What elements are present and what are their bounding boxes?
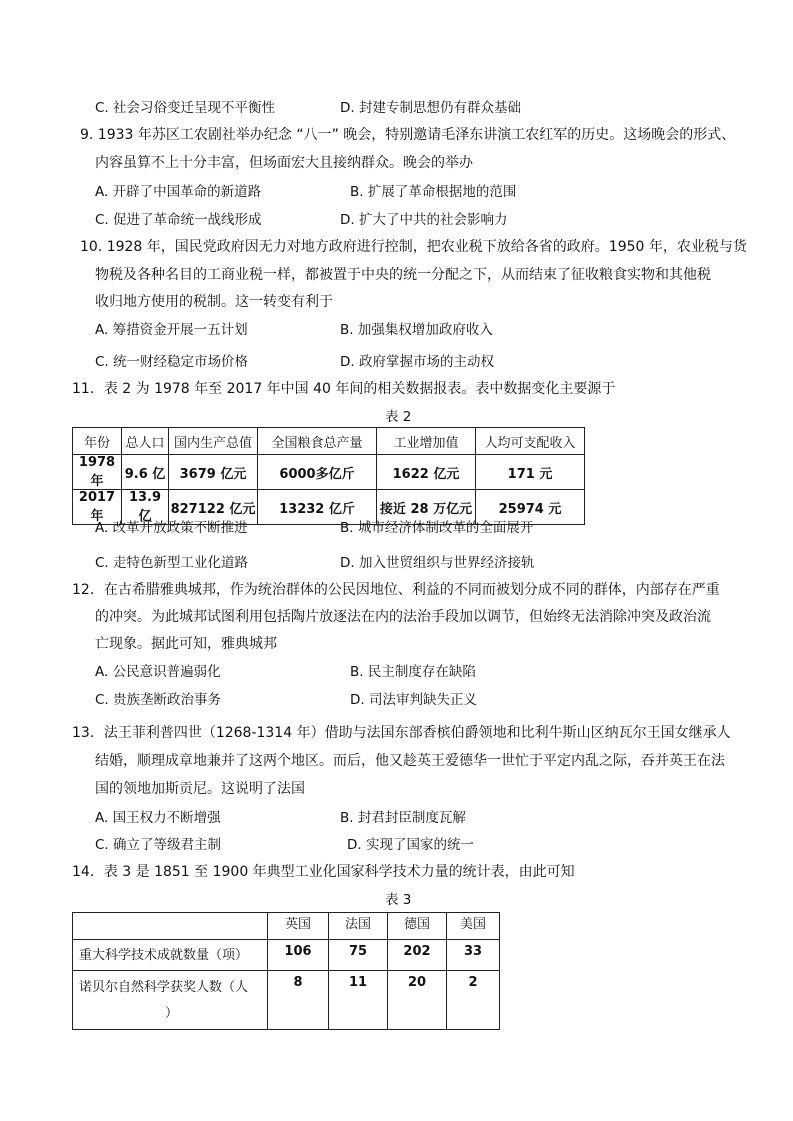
table2-header-gdp: 国内生产总值 [169, 428, 258, 455]
table-cell: 3679 亿元 [169, 455, 258, 490]
table-cell: 202 [388, 940, 447, 971]
table3-caption: 表 3 [385, 892, 412, 908]
q10-stem-line3: 收归地方使用的税制。这一转变有利于 [95, 294, 333, 310]
table-row [73, 971, 500, 1030]
q10-option-c: C. 统一财经稳定市场价格 [95, 354, 249, 370]
q9-stem-line2: 内容虽算不上十分丰富，但场面宏大且接纳群众。晚会的举办 [95, 155, 473, 171]
q12-stem-line2: 的冲突。为此城邦试图利用包括陶片放逐法在内的法治手段加以调节，但始终无法消除冲突及政治流 [95, 609, 711, 625]
q13-option-a: A. 国王权力不断增强 [95, 810, 221, 826]
table-cell: 11 [329, 971, 388, 1030]
table-cell: 1978年 [73, 455, 122, 490]
table-2 [72, 427, 585, 525]
table3-row-label-nobel [73, 971, 268, 1030]
table3-header-blank [73, 913, 268, 940]
q13-stem-line1: 13．法王菲利普四世（1268-1314 年）借助与法国东部香槟伯爵领地和比利牛斯山区纳瓦尔王国女继承人 [72, 725, 731, 741]
table-cell: 8 [268, 971, 329, 1030]
table-cell: 33 [447, 940, 500, 971]
table3-header-usa: 美国 [447, 913, 500, 940]
q9-stem-line1: 9. 1933 年苏区工农剧社举办纪念 “八一” 晚会，特别邀请毛泽东讲演工农红军的历史。这场晚会的形式、 [80, 127, 736, 143]
table-row [73, 940, 500, 971]
q12-option-b: B. 民主制度存在缺陷 [350, 664, 476, 680]
table3-header-uk: 英国 [268, 913, 329, 940]
table-cell: 13232 亿斤 [258, 490, 377, 525]
table3-row-label-achievements: 重大科学技术成就数量（项） [73, 940, 268, 971]
q13-option-b: B. 封君封臣制度瓦解 [340, 810, 466, 826]
table2-caption: 表 2 [385, 409, 412, 425]
q8-option-c: C. 社会习俗变迁呈现不平衡性 [95, 100, 276, 116]
table-cell: 827122 亿元 [169, 490, 258, 525]
q11-option-d: D. 加入世贸组织与世界经济接轨 [340, 555, 535, 571]
q12-stem-line1: 12．在古希腊雅典城邦，作为统治群体的公民因地位、利益的不同而被划分成不同的群体，内部存在严重 [72, 582, 720, 598]
table-cell: 13.9 亿 [122, 490, 169, 525]
table3-row-label-nobel-line2: ） [165, 1006, 179, 1021]
table-cell: 2017年 [73, 490, 122, 525]
q11-option-a: A. 改革开放政策不断推进 [95, 520, 248, 536]
q9-option-a: A. 开辟了中国革命的新道路 [95, 184, 262, 200]
q12-stem-line3: 亡现象。据此可知，雅典城邦 [95, 636, 277, 652]
q12-option-c: C. 贵族垄断政治事务 [95, 692, 222, 708]
q10-stem-line2: 物税及各种名目的工商业税一样，都被置于中央的统一分配之下，从而结束了征收粮食实物和其他税 [95, 267, 711, 283]
table-cell: 6000多亿斤 [258, 455, 377, 490]
q11-option-c: C. 走特色新型工业化道路 [95, 555, 249, 571]
q9-option-c: C. 促进了革命统一战线形成 [95, 212, 262, 228]
q12-option-d: D. 司法审判缺失正义 [350, 692, 477, 708]
q9-option-d: D. 扩大了中共的社会影响力 [340, 212, 508, 228]
table-cell: 106 [268, 940, 329, 971]
q10-option-d: D. 政府掌握市场的主动权 [340, 354, 494, 370]
table3-row-label-nobel-line1: 诺贝尔自然科学获奖人数（人 [79, 980, 249, 995]
table2-header-grain: 全国粮食总产量 [258, 428, 377, 455]
table-cell: 接近 28 万亿元 [377, 490, 476, 525]
table-cell: 25974 元 [476, 490, 585, 525]
table-cell: 2 [447, 971, 500, 1030]
table3-header-row [73, 913, 500, 940]
table-cell: 75 [329, 940, 388, 971]
q11-stem-line1: 11．表 2 为 1978 年至 2017 年中国 40 年间的相关数据报表。表中数据变化主要源于 [72, 381, 616, 397]
q13-option-d: D. 实现了国家的统一 [347, 837, 474, 853]
q12-option-a: A. 公民意识普遍弱化 [95, 664, 221, 680]
q10-option-b: B. 加强集权增加政府收入 [340, 322, 493, 338]
table3-header-france: 法国 [329, 913, 388, 940]
table-cell: 1622 亿元 [377, 455, 476, 490]
q11-option-b: B. 城市经济体制改革的全面展开 [340, 520, 534, 536]
table2-header-row [73, 428, 585, 455]
table-cell: 171 元 [476, 455, 585, 490]
table-3 [72, 912, 500, 1030]
q10-option-a: A. 筹措资金开展一五计划 [95, 322, 248, 338]
table2-header-income: 人均可支配收入 [476, 428, 585, 455]
table3-header-germany: 德国 [388, 913, 447, 940]
q13-stem-line2: 结婚，顺理成章地兼并了这两个地区。而后，他又趁英王爱德华一世忙于平定内乱之际，吞并英王在法 [95, 753, 725, 769]
table-cell: 20 [388, 971, 447, 1030]
q9-option-b: B. 扩展了革命根据地的范围 [350, 184, 517, 200]
table2-header-population: 总人口 [122, 428, 169, 455]
q8-option-d: D. 封建专制思想仍有群众基础 [340, 100, 521, 116]
q13-stem-line3: 国的领地加斯贡尼。这说明了法国 [95, 781, 305, 797]
q10-stem-line1: 10. 1928 年，国民党政府因无力对地方政府进行控制，把农业税下放给各省的政府。1950 年，农业税与货 [80, 239, 747, 255]
q13-option-c: C. 确立了等级君主制 [95, 837, 222, 853]
table2-header-year: 年份 [73, 428, 122, 455]
table-row [73, 455, 585, 490]
table2-header-industry: 工业增加值 [377, 428, 476, 455]
q14-stem-line1: 14．表 3 是 1851 至 1900 年典型工业化国家科学技术力量的统计表，由此可知 [72, 864, 575, 880]
table-cell: 9.6 亿 [122, 455, 169, 490]
